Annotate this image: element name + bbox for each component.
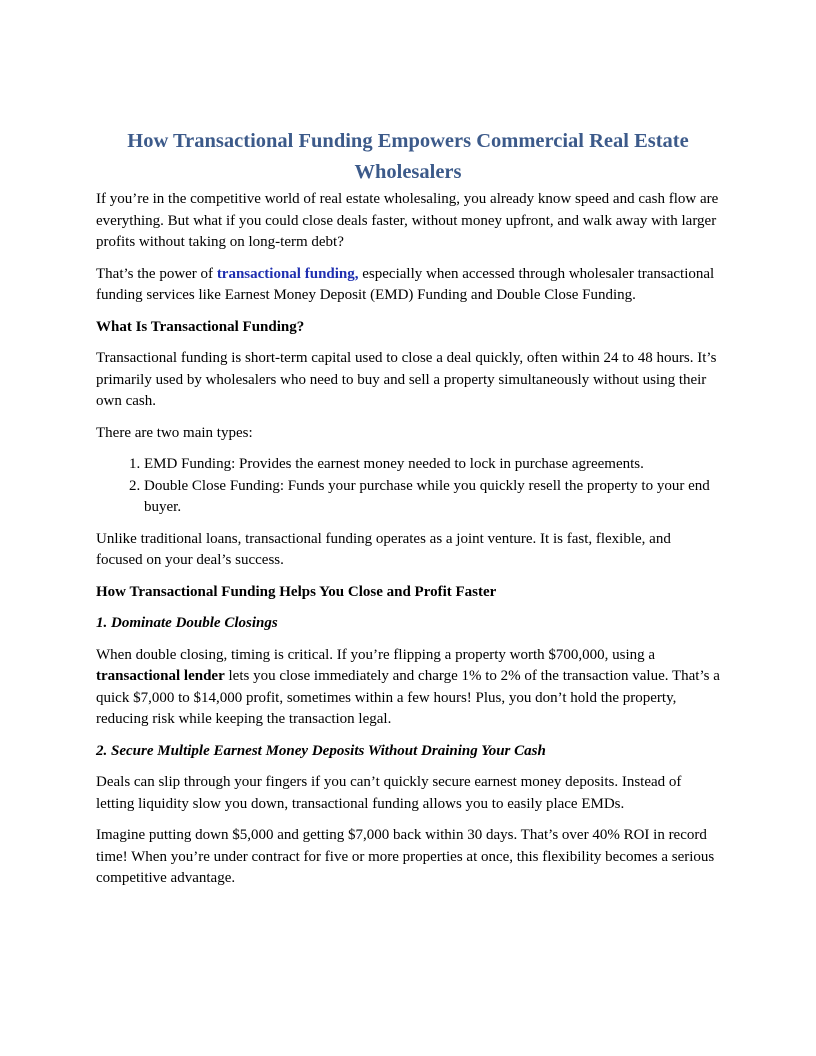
section-heading-what-is: What Is Transactional Funding? [96, 318, 305, 335]
joint-venture-paragraph: Unlike traditional loans, transactional funding operates as a joint venture. It is fast, flexible, and focused on your deal’s success. [96, 530, 671, 568]
transactional-lender-bold: transactional lender [96, 668, 225, 684]
definition-paragraph: Transactional funding is short-term capital used to close a deal quickly, often within 24 to 48 hours. It’s primarily used by wholesalers who need to buy and sell a property simultaneously without using their own cash. [96, 350, 717, 409]
earnest-money-paragraph-2: Imagine putting down $5,000 and getting $7,000 back within 30 days. That’s over 40% ROI in record time! When you’re under contract for five or more properties at once, this flexibility becomes a serious competitive advantage. [96, 827, 715, 886]
list-item: 2. Double Close Funding: Funds your purchase while you quickly resell the property to your end buyer. [144, 476, 720, 519]
types-list [96, 454, 720, 519]
subheading-double-closings: 1. Dominate Double Closings [96, 615, 278, 631]
subheading-earnest-money: 2. Secure Multiple Earnest Money Deposits Without Draining Your Cash [96, 742, 546, 759]
earnest-money-paragraph-1: Deals can slip through your fingers if you can’t quickly secure earnest money deposits. Instead of letting liquidity slow you down, transactional funding allows you to easily place EMDs. [96, 774, 682, 812]
power-text-before: That’s the power of [96, 265, 217, 282]
double-closing-paragraph [96, 645, 720, 731]
transactional-funding-link[interactable]: transactional funding, [216, 265, 359, 282]
double-closing-before: When double closing, timing is critical. If you’re flipping a property worth $700,000, using a [96, 646, 656, 663]
page-title: How Transactional Funding Empowers Commercial Real Estate Wholesalers [127, 130, 689, 183]
power-text-after: especially when accessed through wholesaler transactional funding services like Earnest Money Deposit (EMD) Funding and Double Close Funding. [96, 265, 715, 303]
types-intro: There are two main types: [96, 424, 253, 441]
double-closing-after: lets you close immediately and charge 1% to 2% of the transaction value. That’s a quick $7,000 to $14,000 profit, sometimes within a few hours! Plus, you don’t hold the property, reducing risk while keeping the transaction legal. [96, 668, 720, 727]
section-heading-how-helps: How Transactional Funding Helps You Close and Profit Faster [96, 583, 497, 600]
intro-paragraph: If you’re in the competitive world of real estate wholesaling, you already know speed and cash flow are everything. But what if you could close deals faster, without money upfront, and walk away with larger profits without taking on long-term debt? [96, 191, 719, 250]
list-item: 1. EMD Funding: Provides the earnest money needed to lock in purchase agreements. [144, 454, 720, 476]
power-paragraph [96, 264, 720, 307]
